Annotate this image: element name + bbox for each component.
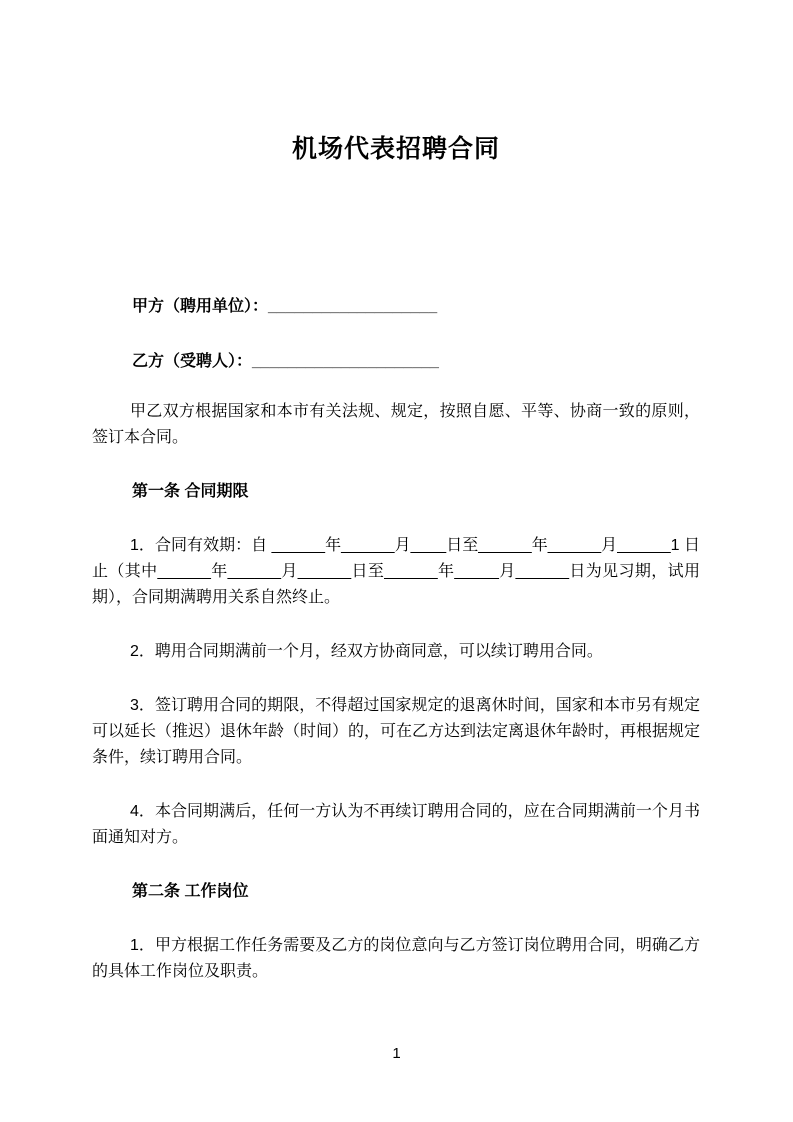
preamble-paragraph: 甲乙双方根据国家和本市有关法规、规定，按照自愿、平等、协商一致的原则，签订本合同。 (92, 403, 700, 446)
section-1-clause-2: 2．聘用合同期满前一个月，经双方协商同意，可以续订聘用合同。 (130, 643, 603, 660)
party-b-line (92, 349, 700, 375)
document-title: 机场代表招聘合同 (291, 135, 500, 163)
section-1-clause-4: 4．本合同期满后，任何一方认为不再续订聘用合同的，应在合同期满前一个月书面通知对方。 (92, 803, 700, 846)
party-b-blank-field: _____________________ (252, 353, 439, 370)
section-1-clause-3: 3．签订聘用合同的期限，不得超过国家规定的退离休时间，国家和本市另有规定可以延长（推迟）退休年龄（时间）的，可在乙方达到法定离退休年龄时，再根据规定条件，续订聘用合同。 (92, 697, 701, 766)
section-1-clause-1: 1．合同有效期：自 ______年______月____日至______年______月______1 日止（其中______年______月______日至______年_____月______日为见习期，试用期），合同期满聘用关系自然终止。 (92, 537, 700, 606)
party-a-line (92, 294, 700, 320)
section-2-clause-1: 1．甲方根据工作任务需要及乙方的岗位意向与乙方签订岗位聘用合同，明确乙方的具体工作岗位及职责。 (92, 937, 700, 980)
party-b-label: 乙方（受聘人）： (132, 353, 253, 370)
party-a-label: 甲方（聘用单位）： (132, 298, 269, 315)
section-1-heading: 第一条 合同期限 (132, 483, 249, 500)
party-a-blank-field: ___________________ (268, 298, 438, 315)
section-2-heading: 第二条 工作岗位 (132, 883, 249, 900)
page-number: 1 (392, 1045, 401, 1062)
